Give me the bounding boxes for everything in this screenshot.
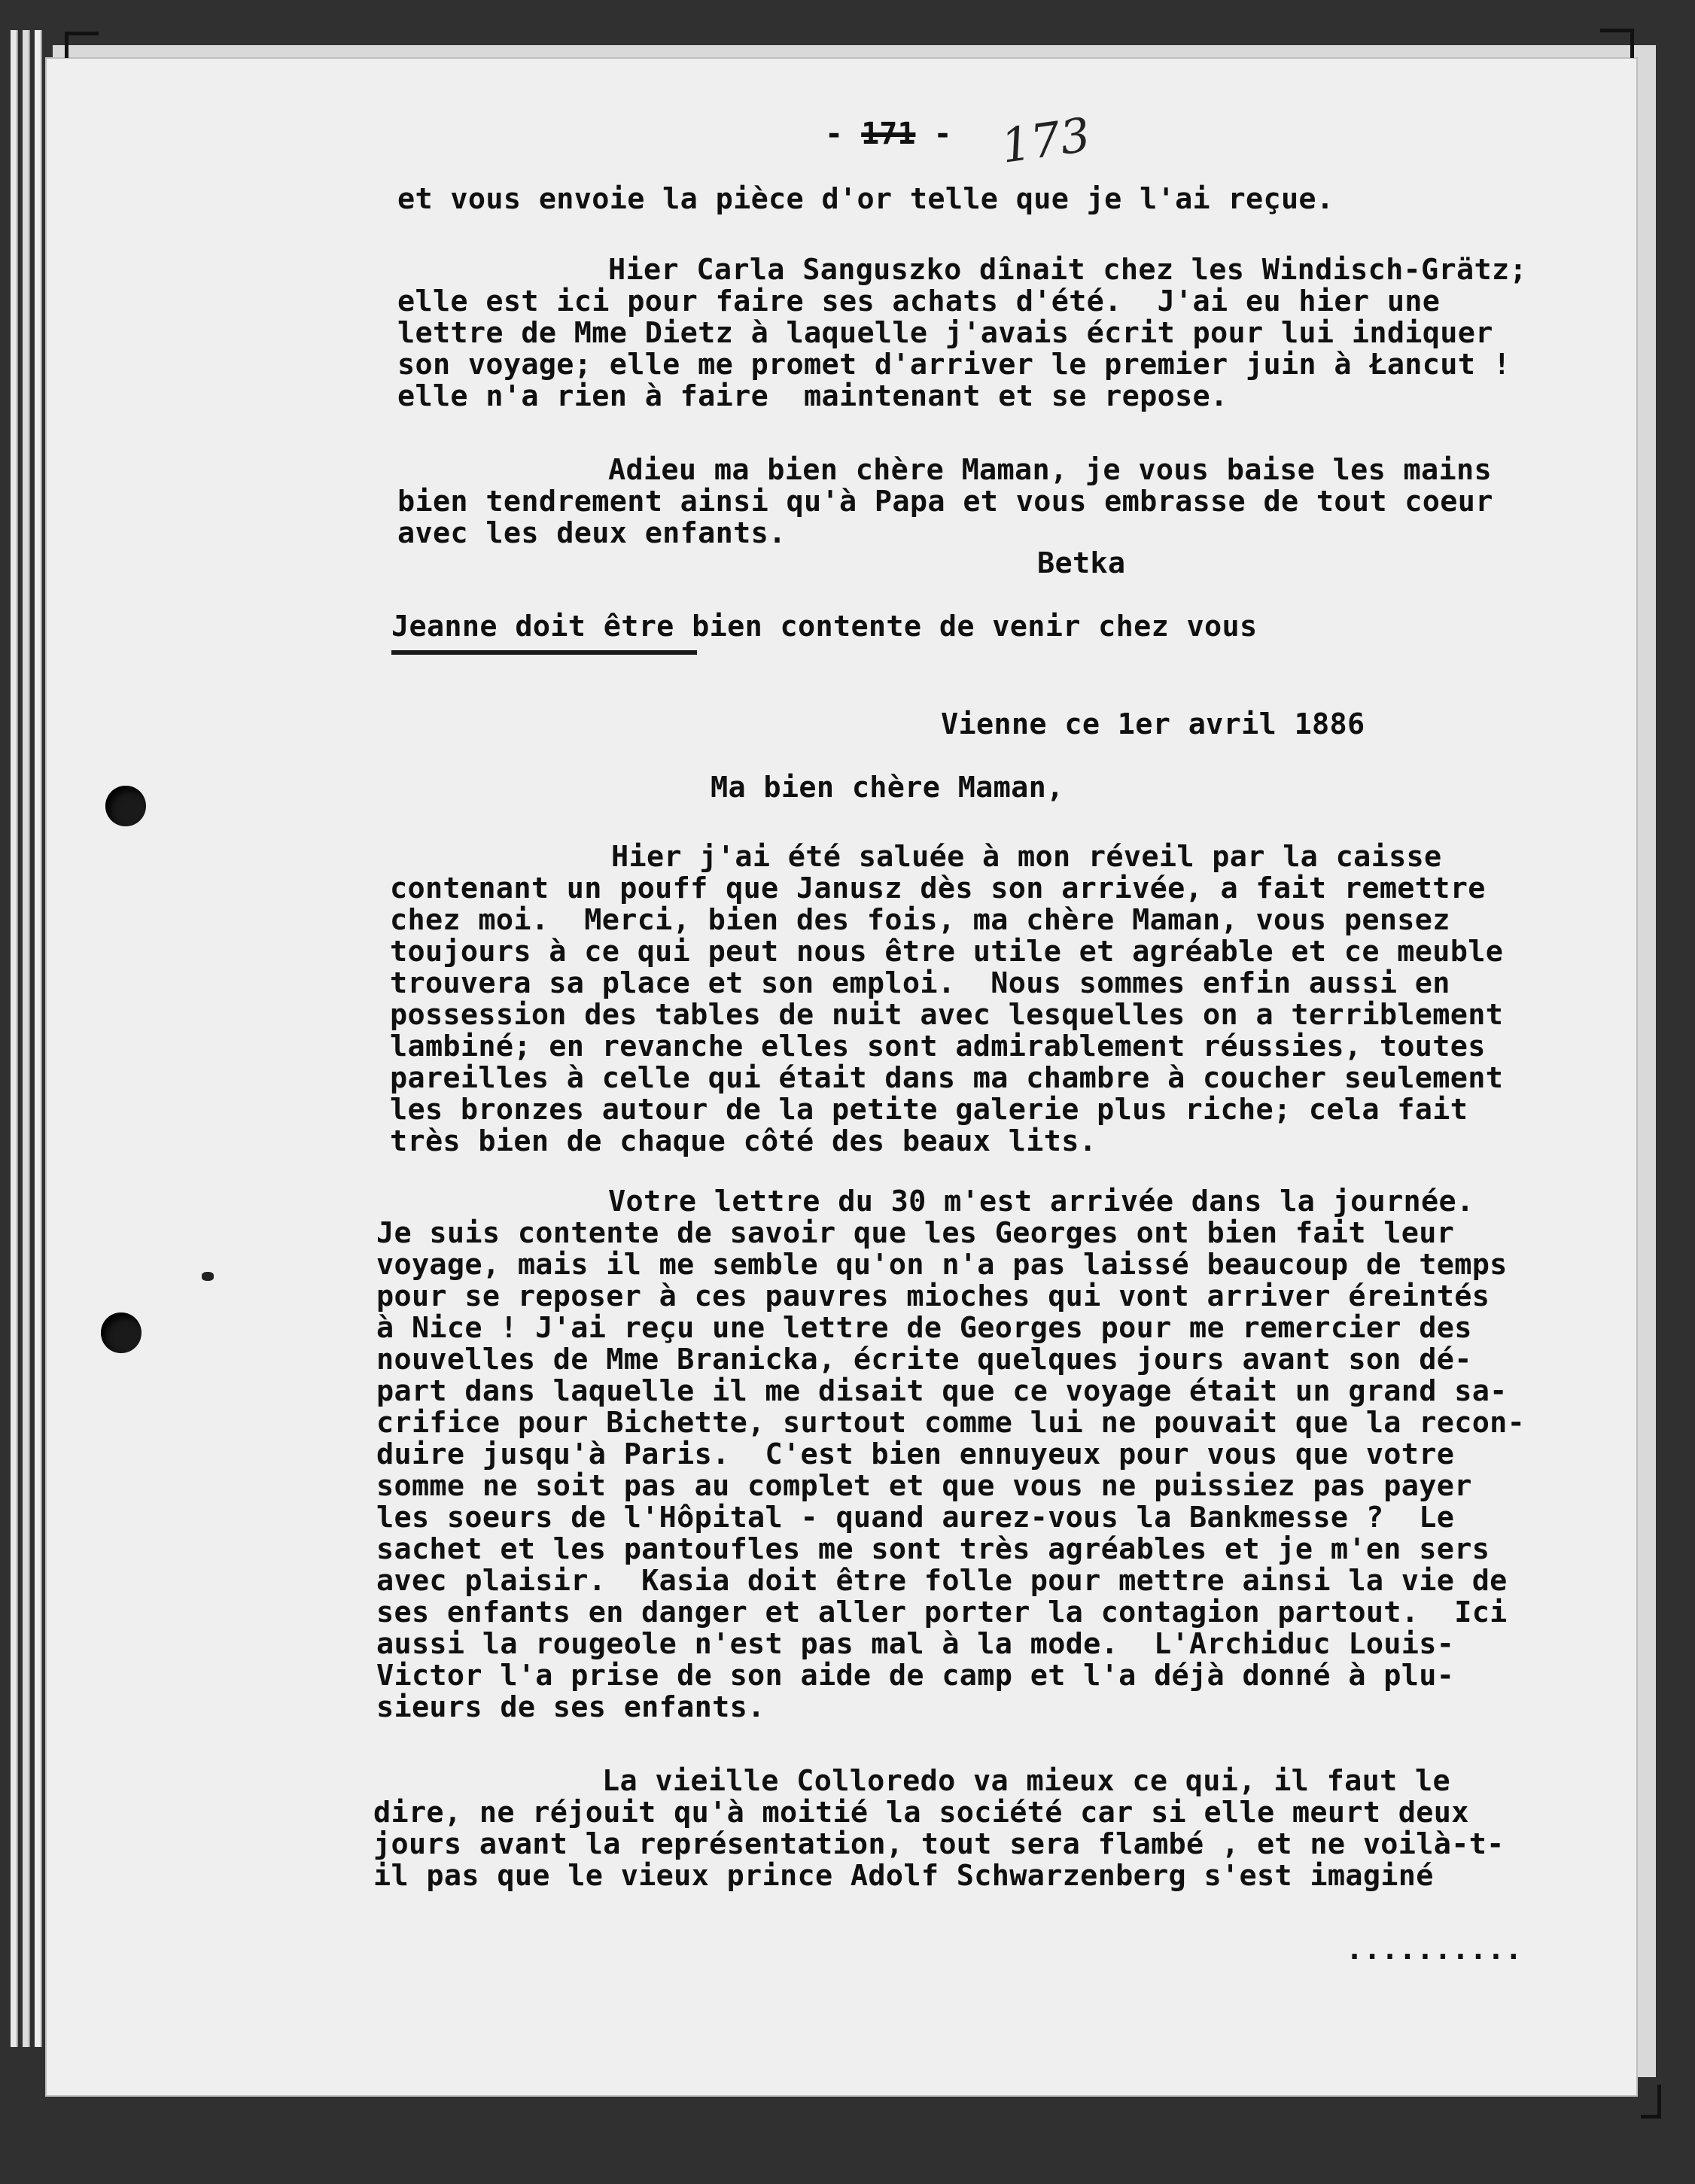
text-line: jours avant la représentation, tout sera flambé , et ne voilà-t- — [373, 1827, 1505, 1861]
text-line: avec plaisir. Kasia doit être folle pour mettre ainsi la vie de — [376, 1564, 1508, 1598]
text-line: elle est ici pour faire ses achats d'été. J'ai eu hier une — [397, 284, 1441, 318]
text-line: Je suis contente de savoir que les Georges ont bien fait leur — [376, 1216, 1455, 1250]
punch-hole — [105, 786, 146, 826]
struck-page-number: 171 — [861, 117, 916, 151]
page-number: - 171 - — [825, 117, 952, 151]
text-line: voyage, mais il me semble qu'on n'a pas laissé beaucoup de temps — [376, 1248, 1508, 1282]
crop-mark-top-left — [65, 32, 99, 58]
text-line: contenant un pouff que Janusz dès son arrivée, a fait remettre — [390, 871, 1486, 905]
text-line: Votre lettre du 30 m'est arrivée dans la journée. — [608, 1185, 1474, 1218]
punch-hole — [101, 1313, 142, 1353]
text-line: chez moi. Merci, bien des fois, ma chère Maman, vous pensez — [390, 903, 1450, 937]
text-line: Hier Carla Sanguszko dînait chez les Windisch-Grätz; — [608, 253, 1527, 287]
text-line: nouvelles de Mme Branicka, écrite quelques jours avant son dé- — [376, 1343, 1472, 1376]
text-line: dire, ne réjouit qu'à moitié la société car si elle meurt deux — [373, 1796, 1469, 1830]
text-line: et vous envoie la pièce d'or telle que je l'ai reçue. — [397, 182, 1334, 216]
continuation-dots: .......... — [1346, 1933, 1523, 1967]
handwritten-page-number: 173 — [997, 107, 1094, 174]
text-line: à Nice ! J'ai reçu une lettre de Georges pour me remercier des — [376, 1311, 1472, 1345]
text-line: lettre de Mme Dietz à laquelle j'avais écrit pour lui indiquer — [397, 316, 1493, 350]
text-line: sieurs de ses enfants. — [376, 1690, 765, 1724]
text-line: duire jusqu'à Paris. C'est bien ennuyeux pour vous que votre — [376, 1437, 1455, 1471]
postscript-line: Jeanne doit être bien contente de venir chez vous — [391, 610, 1258, 643]
text-line: aussi la rougeole n'est pas mal à la mode. L'Archiduc Louis- — [376, 1627, 1455, 1661]
salutation: Ma bien chère Maman, — [711, 771, 1064, 805]
page-stack-edge — [23, 30, 30, 2047]
text-line: Hier j'ai été saluée à mon réveil par la caisse — [611, 840, 1442, 874]
text-line: elle n'a rien à faire maintenant et se repose. — [397, 379, 1228, 413]
text-line: Adieu ma bien chère Maman, je vous baise les mains — [608, 453, 1492, 487]
text-line: toujours à ce qui peut nous être utile et agréable et ce meuble — [390, 935, 1504, 969]
postscript-underline — [391, 650, 697, 655]
text-line: Victor l'a prise de son aide de camp et l'a déjà donné à plu- — [376, 1659, 1455, 1693]
text-line: lambiné; en revanche elles sont admirablement réussies, toutes — [390, 1030, 1486, 1063]
page-stack-edge — [35, 30, 42, 2047]
signature-betka: Betka — [1037, 546, 1126, 580]
text-line: bien tendrement ainsi qu'à Papa et vous embrasse de tout coeur — [397, 485, 1493, 519]
text-line: son voyage; elle me promet d'arriver le premier juin à Łancut ! — [397, 348, 1511, 382]
text-line: il pas que le vieux prince Adolf Schwarzenberg s'est imaginé — [373, 1859, 1434, 1893]
text-line: crifice pour Bichette, surtout comme lui ne pouvait que la recon- — [376, 1406, 1526, 1440]
text-line: La vieille Colloredo va mieux ce qui, il faut le — [602, 1764, 1450, 1798]
text-line: trouvera sa place et son emploi. Nous sommes enfin aussi en — [390, 966, 1450, 1000]
text-line: avec les deux enfants. — [397, 516, 787, 550]
text-line: pour se reposer à ces pauvres mioches qui vont arriver éreintés — [376, 1279, 1490, 1313]
crop-mark-top-right — [1600, 29, 1634, 58]
ink-smudge — [202, 1272, 214, 1281]
text-line: sachet et les pantoufles me sont très agréables et je m'en sers — [376, 1532, 1490, 1566]
text-line: part dans laquelle il me disait que ce voyage était un grand sa- — [376, 1374, 1508, 1408]
text-line: ses enfants en danger et aller porter la contagion partout. Ici — [376, 1595, 1508, 1629]
text-line: pareilles à celle qui était dans ma chambre à coucher seulement — [390, 1061, 1504, 1095]
page-stack-edge — [11, 30, 18, 2047]
text-line: somme ne soit pas au complet et que vous ne puissiez pas payer — [376, 1469, 1472, 1503]
date-line: Vienne ce 1er avril 1886 — [941, 707, 1365, 741]
text-line: possession des tables de nuit avec lesquelles on a terriblement — [390, 998, 1504, 1032]
text-line: les bronzes autour de la petite galerie plus riche; cela fait — [390, 1093, 1468, 1127]
text-line: très bien de chaque côté des beaux lits. — [390, 1124, 1097, 1158]
crop-mark-bottom-right — [1641, 2085, 1661, 2119]
text-line: les soeurs de l'Hôpital - quand aurez-vous la Bankmesse ? Le — [376, 1501, 1455, 1535]
